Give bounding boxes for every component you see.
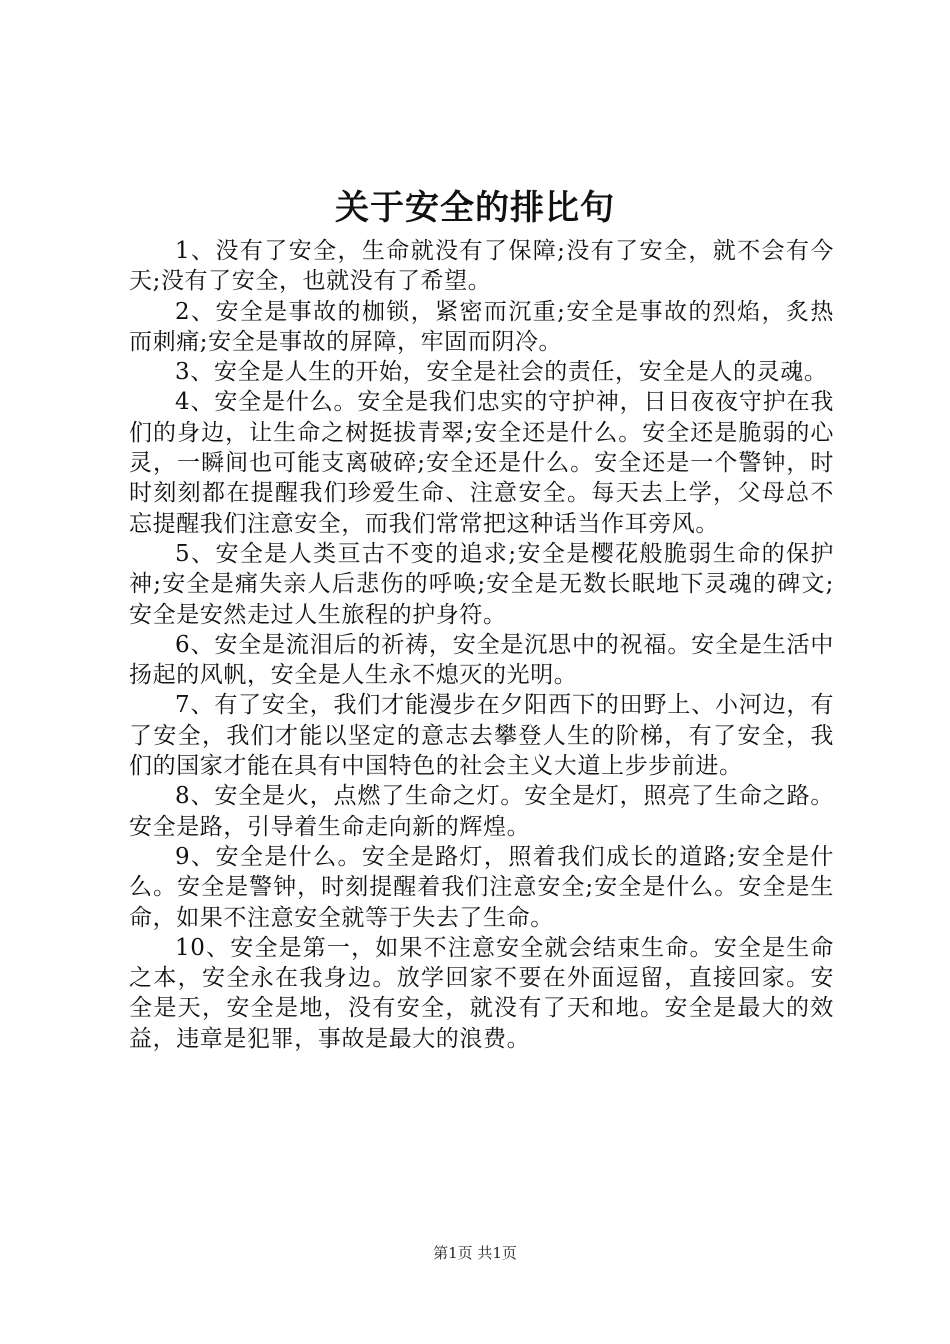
paragraph-5: 5、安全是人类亘古不变的追求;安全是樱花般脆弱生命的保护神;安全是痛失亲人后悲伤的呼唤;安全是无数长眠地下灵魂的碑文;安全是安然走过人生旅程的护身符。 <box>129 540 834 628</box>
paragraph-3: 3、安全是人生的开始，安全是社会的责任，安全是人的灵魂。 <box>175 359 828 386</box>
paragraph-4: 4、安全是什么。安全是我们忠实的守护神，日日夜夜守护在我们的身边，让生命之树挺拔青翠;安全还是什么。安全还是脆弱的心灵，一瞬间也可能支离破碎;安全还是什么。安全还是一个警钟，时时刻刻都在提醒我们珍爱生命、注意安全。每天去上学，父母总不忘提醒我们注意安全，而我们常常把这种话当作耳旁风。 <box>129 389 834 537</box>
document-title: 关于安全的排比句 <box>335 188 615 228</box>
paragraph-10: 10、安全是第一，如果不注意安全就会结束生命。安全是生命之本，安全永在我身边。放学回家不要在外面逗留，直接回家。安全是天，安全是地，没有安全，就没有了天和地。安全是最大的效益，违章是犯罪，事故是最大的浪费。 <box>129 934 834 1052</box>
paragraph-7: 7、有了安全，我们才能漫步在夕阳西下的田野上、小河边，有了安全，我们才能以坚定的意志去攀登人生的阶梯，有了安全，我们的国家才能在具有中国特色的社会主义大道上步步前进。 <box>129 692 834 780</box>
page-footer: 第1页 共1页 <box>433 1244 517 1262</box>
paragraph-9: 9、安全是什么。安全是路灯，照着我们成长的道路;安全是什么。安全是警钟，时刻提醒着我们注意安全;安全是什么。安全是生命，如果不注意安全就等于失去了生命。 <box>129 843 834 931</box>
paragraph-6: 6、安全是流泪后的祈祷，安全是沉思中的祝福。安全是生活中扬起的风帆，安全是人生永不熄灭的光明。 <box>129 631 834 689</box>
paragraph-1: 1、没有了安全，生命就没有了保障;没有了安全，就不会有今天;没有了安全，也就没有了希望。 <box>129 238 834 295</box>
paragraph-8: 8、安全是火，点燃了生命之灯。安全是灯，照亮了生命之路。安全是路，引导着生命走向新的辉煌。 <box>129 783 834 840</box>
document-body <box>129 236 834 1054</box>
paragraph-2: 2、安全是事故的枷锁，紧密而沉重;安全是事故的烈焰，炙热而刺痛;安全是事故的屏障，牢固而阴冷。 <box>129 298 834 355</box>
